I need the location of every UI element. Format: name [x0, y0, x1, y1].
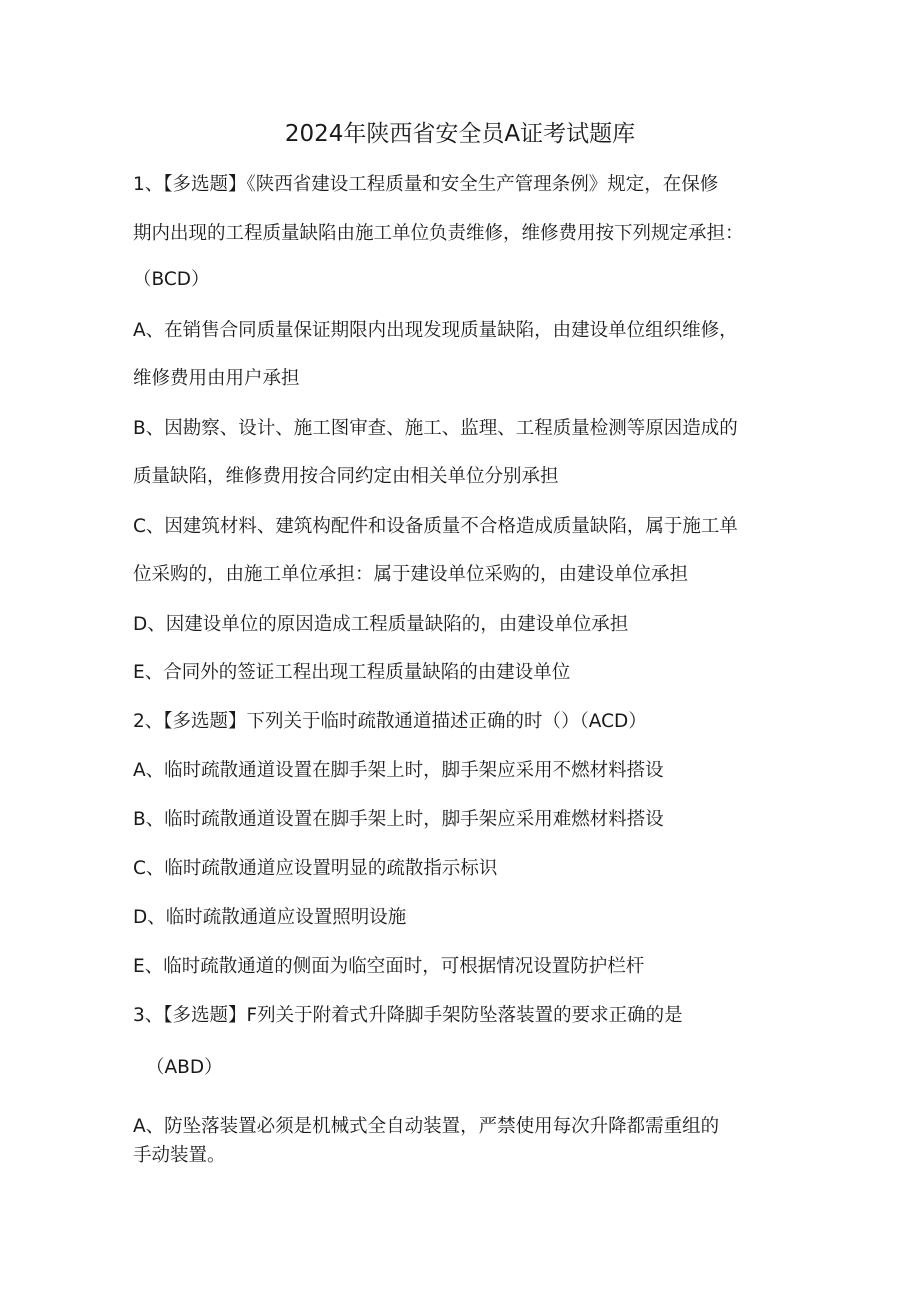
q1-stem-line-1: 1、【多选题】《陕西省建设工程质量和安全生产管理条例》规定，在保修	[133, 174, 719, 195]
q1-option-d: D、因建设单位的原因造成工程质量缺陷的，由建设单位承担	[133, 614, 629, 635]
q1-option-e: E、合同外的签证工程出现工程质量缺陷的由建设单位	[133, 662, 571, 683]
q2-option-d: D、临时疏散通道应设置照明设施	[133, 907, 407, 928]
q2-option-e: E、临时疏散通道的侧面为临空面时，可根据情况设置防护栏杆	[133, 956, 645, 977]
q1-option-c-line-2: 位采购的，由施工单位承担：属于建设单位采购的，由建设单位承担	[133, 564, 689, 585]
q2-option-a: A、临时疏散通道设置在脚手架上时，脚手架应采用不燃材料搭设	[133, 760, 664, 781]
q1-answer: （BCD）	[133, 269, 210, 290]
q1-option-b-line-2: 质量缺陷，维修费用按合同约定由相关单位分别承担	[133, 466, 559, 487]
q1-option-a-line-1: A、在销售合同质量保证期限内出现发现质量缺陷，由建设单位组织维修，	[133, 320, 738, 341]
q1-option-c-line-1: C、因建筑材料、建筑构配件和设备质量不合格造成质量缺陷，属于施工单	[133, 516, 738, 537]
q3-stem: 3、【多选题】F列关于附着式升降脚手架防坠落装置的要求正确的是	[133, 1005, 683, 1026]
q2-stem: 2、【多选题】下列关于临时疏散通道描述正确的时（）（ACD）	[133, 711, 647, 732]
q1-option-b-line-1: B、因勘察、设计、施工图审查、施工、监理、工程质量检测等原因造成的	[133, 418, 738, 439]
q2-option-c: C、临时疏散通道应设置明显的疏散指示标识	[133, 858, 498, 879]
q3-option-a-line-2: 手动装置。	[133, 1145, 226, 1166]
document-title: 2024年陕西省安全员A证考试题库	[284, 121, 636, 147]
q2-option-b: B、临时疏散通道设置在脚手架上时，脚手架应采用难燃材料搭设	[133, 809, 664, 830]
q3-option-a-line-1: A、防坠落装置必须是机械式全自动装置，严禁使用每次升降都需重组的	[133, 1116, 720, 1137]
q1-stem-line-2: 期内出现的工程质量缺陷由施工单位负责维修，维修费用按下列规定承担：	[133, 223, 744, 244]
q1-option-a-line-2: 维修费用由用户承担	[133, 368, 300, 389]
q3-answer: （ABD）	[146, 1057, 223, 1078]
